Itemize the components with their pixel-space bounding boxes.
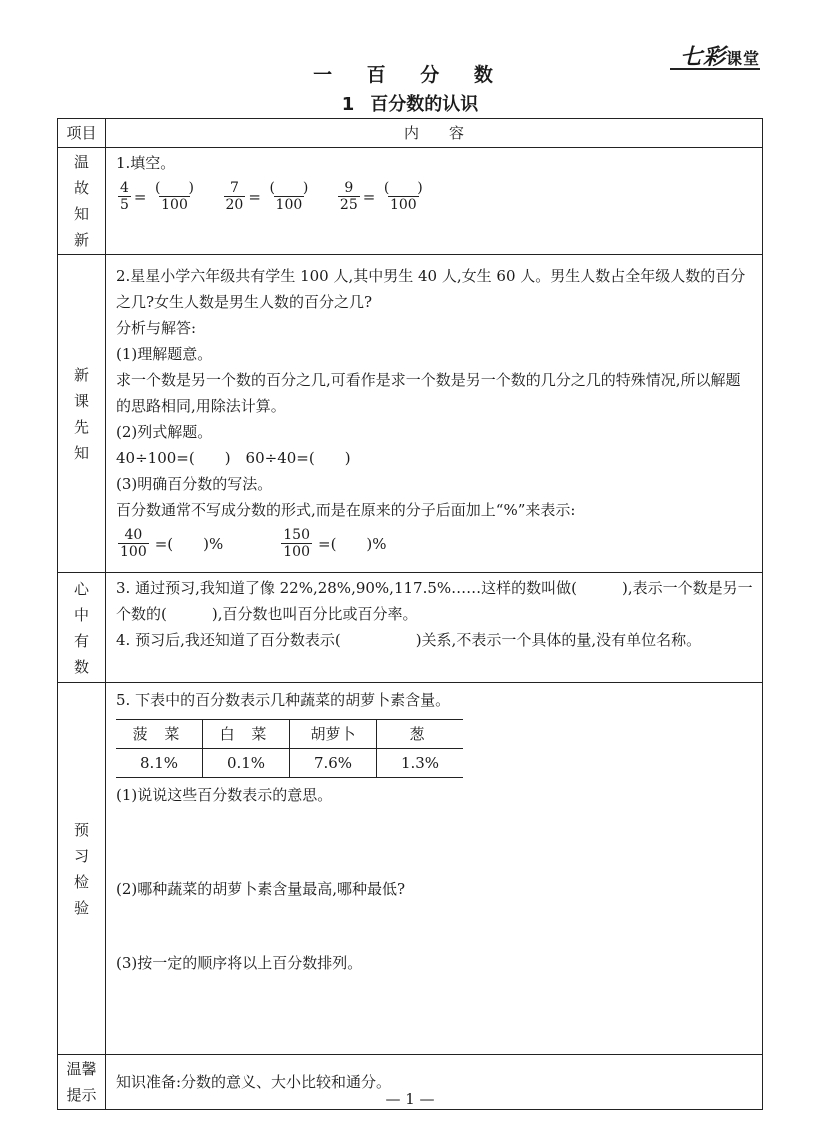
section-check <box>58 683 763 1055</box>
brand-logo-sub: 课堂 <box>725 49 760 68</box>
answer-blank[interactable]: ( ) <box>155 180 194 196</box>
vegetable-header: 菠 菜 <box>116 720 203 749</box>
question-5: 5. 下表中的百分数表示几种蔬菜的胡萝卜素含量。 <box>116 691 451 709</box>
step-3-text: 百分数通常不写成分数的形式,而是在原来的分子后面加上“%”来表示: <box>116 501 576 519</box>
worksheet-table <box>57 118 763 1110</box>
brand-logo-main: 七彩 <box>679 45 726 70</box>
section-label-review: 温 故 知 新 <box>58 148 106 255</box>
percent-fraction-item[interactable]: $\frac{150}{100}$ =( )% <box>283 527 387 560</box>
unit-title: 一 百 分 数 <box>313 64 507 86</box>
answer-area-2[interactable] <box>116 902 754 950</box>
question-4[interactable]: 4. 预习后,我还知道了百分数表示( )关系,不表示一个具体的量,没有单位名称。 <box>116 631 702 649</box>
vegetable-header: 白 菜 <box>203 720 290 749</box>
new-lesson-content <box>106 255 763 573</box>
section-review <box>58 148 763 255</box>
table-header-row <box>58 119 763 148</box>
analysis-heading: 分析与解答: <box>116 319 197 337</box>
step-1-text: 求一个数是另一个数的百分之几,可看作是求一个数是另一个数的几分之几的特殊情况,所以解题的思路相同,用除法计算。 <box>116 371 741 415</box>
step-3: (3)明确百分数的写法。 <box>116 475 273 493</box>
question-3[interactable]: 3. 通过预习,我知道了像 22%,28%,90%,117.5%……这样的数叫做( ),表示一个数是另一个数的( ),百分数也叫百分比或百分率。 <box>116 579 753 623</box>
sub-question-3: (3)按一定的顺序将以上百分数排列。 <box>116 954 363 972</box>
question-1: 1.填空。 <box>116 154 176 172</box>
vegetable-header: 葱 <box>377 720 464 749</box>
section-label-tips: 温馨 提示 <box>58 1055 106 1110</box>
lesson-number: 1 <box>341 94 355 115</box>
vegetable-value: 8.1% <box>116 749 203 778</box>
lesson-title <box>0 90 820 116</box>
header-item: 项目 <box>58 119 106 148</box>
lesson-title-text: 百分数的认识 <box>370 94 479 115</box>
step-2: (2)列式解题。 <box>116 423 213 441</box>
vegetable-value: 7.6% <box>290 749 377 778</box>
vegetable-value-row <box>116 749 463 778</box>
fraction-row <box>116 180 754 213</box>
vegetable-header-row <box>116 720 463 749</box>
mind-content <box>106 573 763 683</box>
percent-fraction-row <box>116 527 754 560</box>
section-mind <box>58 573 763 683</box>
section-label-mind: 心 中 有 数 <box>58 573 106 683</box>
step-1: (1)理解题意。 <box>116 345 213 363</box>
check-content <box>106 683 763 1055</box>
section-new-lesson <box>58 255 763 573</box>
header-content: 内 容 <box>106 119 763 148</box>
review-content <box>106 148 763 255</box>
answer-blank[interactable]: ( ) <box>269 180 309 196</box>
sub-question-1: (1)说说这些百分数表示的意思。 <box>116 786 333 804</box>
fraction-item: $\frac{4}{5}$ = $\frac{( )}{100}$ <box>116 180 202 213</box>
section-label-check: 预 习 检 验 <box>58 683 106 1055</box>
fraction-item: $\frac{9}{25}$ = $\frac{( )}{100}$ <box>336 180 430 213</box>
vegetable-table <box>116 719 463 778</box>
step-2-text[interactable]: 40÷100=( ) 60÷40=( ) <box>116 449 351 467</box>
vegetable-value: 0.1% <box>203 749 290 778</box>
vegetable-header: 胡萝卜 <box>290 720 377 749</box>
page-number: — 1 — <box>385 1090 435 1108</box>
answer-blank[interactable]: ( ) <box>383 180 423 196</box>
sub-question-2: (2)哪种蔬菜的胡萝卜素含量最高,哪种最低? <box>116 880 406 898</box>
percent-fraction-item[interactable]: $\frac{40}{100}$ =( )% <box>120 527 224 560</box>
fraction-item: $\frac{7}{20}$ = $\frac{( )}{100}$ <box>222 180 316 213</box>
question-2: 2.星星小学六年级共有学生 100 人,其中男生 40 人,女生 60 人。男生人数占全年级人数的百分之几?女生人数是男生人数的百分之几? <box>116 267 746 311</box>
section-label-new-lesson: 新 课 先 知 <box>58 255 106 573</box>
vegetable-value: 1.3% <box>377 749 464 778</box>
answer-area-1[interactable] <box>116 808 754 876</box>
tips-text: 知识准备:分数的意义、大小比较和通分。 <box>116 1073 392 1091</box>
